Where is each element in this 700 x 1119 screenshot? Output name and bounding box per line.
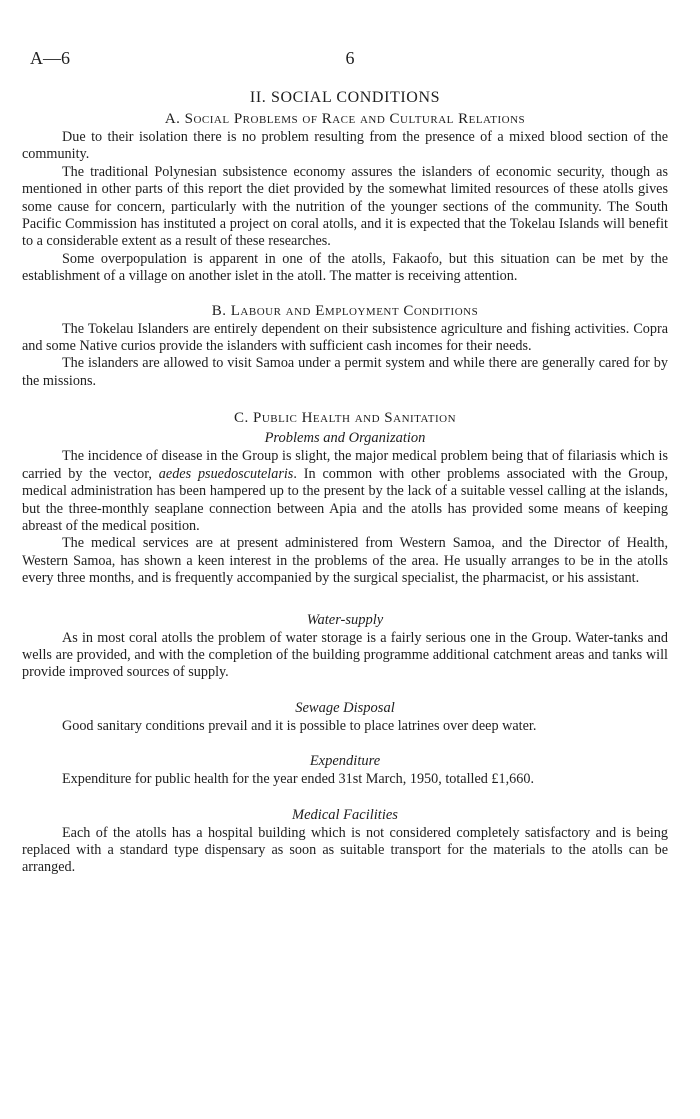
paragraph: Expenditure for public health for the year ended 31st March, 1950, totalled £1,660. xyxy=(62,771,534,788)
page-number: 6 xyxy=(345,48,355,68)
document-reference: A—6 xyxy=(30,48,70,68)
subsection-sewage-body xyxy=(22,718,668,735)
section-a-body xyxy=(22,129,668,286)
species-name: aedes psuedoscutelaris xyxy=(158,465,294,482)
subsection-expenditure-body xyxy=(22,771,668,788)
part-title: II. SOCIAL CONDITIONS xyxy=(249,89,441,106)
page-header xyxy=(0,48,700,72)
paragraph: Some overpopulation is apparent in one of the atolls, Fakaofo, but this situation can be met by the establishment of a village on another islet in the atoll. The matter is receiving attention. xyxy=(22,250,668,285)
subsection-title: Sewage Disposal xyxy=(295,699,395,716)
section-heading-b: B. Labour and Employment Conditions xyxy=(211,302,479,319)
paragraph: The incidence of disease in the Group is slight, the major medical problem being that of filariasis which is carried by the vector, aedes psuedoscutelaris. In common with other problems associated with the Group, medical administration has been hampered up to the present by the lack of a suitable vessel calling at the islands, but the three-monthly seaplane connection between Apia and the atolls has provided some means of keeping abreast of the medical position. xyxy=(22,448,668,534)
page-body xyxy=(22,86,668,877)
section-heading-c: C. Public Health and Sanitation xyxy=(233,410,457,427)
subsection-title: Problems and Organization xyxy=(264,430,426,447)
paragraph: Good sanitary conditions prevail and it is possible to place latrines over deep water. xyxy=(62,717,537,734)
section-heading-a: A. Social Problems of Race and Cultural Relations xyxy=(164,111,526,127)
subsection-medical-body xyxy=(22,825,668,877)
subsection-problems-body xyxy=(22,448,668,587)
subsection-title: Medical Facilities xyxy=(292,806,398,823)
paragraph: The Tokelau Islanders are entirely dependent on their subsistence agriculture and fishing activities. Copra and some Native curios provide the islanders with sufficient cash incomes for their needs. xyxy=(22,320,668,355)
subsection-title: Water-supply xyxy=(306,611,384,628)
paragraph: Due to their isolation there is no problem resulting from the presence of a mixed blood section of the community. xyxy=(22,129,668,163)
paragraph: As in most coral atolls the problem of water storage is a fairly serious one in the Group. Water-tanks and wells are provided, and with the completion of the building programme additional catchment areas and tanks will provide improved sources of supply. xyxy=(22,629,668,681)
paragraph: Each of the atolls has a hospital building which is not considered completely satisfactory and is being replaced with a standard type dispensary as soon as suitable transport for the materials to the atolls can be arranged. xyxy=(22,824,668,876)
subsection-water-body xyxy=(22,630,668,682)
paragraph: The medical services are at present administered from Western Samoa, and the Director of Health, Western Samoa, has shown a keen interest in the problems of the area. He usually arranges to be in the atolls every three months, and is frequently accompanied by the surgical specialist, the pharmacist, or his assistant. xyxy=(22,535,668,587)
section-b-body xyxy=(22,321,668,391)
paragraph: The islanders are allowed to visit Samoa under a permit system and while there are generally cared for by the missions. xyxy=(22,355,668,389)
subsection-title: Expenditure xyxy=(309,753,381,770)
paragraph: The traditional Polynesian subsistence economy assures the islanders of economic security, though as mentioned in other parts of this report the diet provided by the somewhat limited resources of these atolls gives some cause for concern, particularly with the nutrition of the younger sections of the community. The South Pacific Commission has instituted a project on coral atolls, and it is expected that the Tokelau Islands will benefit to a considerable extent as a result of these researches. xyxy=(22,163,668,250)
